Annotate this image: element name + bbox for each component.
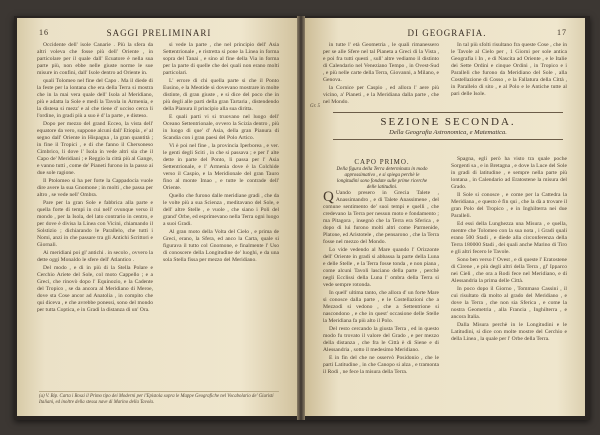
- paragraph: Il Ptolomeo si ha per forte la Cappadocia vuole dire avere la sua Gnomone ; in molti , che passa per altro , se vede nell' Ombra.: [37, 178, 153, 198]
- paragraph: Del resto cercando la giusta Terra , ed in questo modo fu trovato il valore del Grado , e per mezzo della distanza , che fra le Città è di Siene e di Alessandria , sotto il medesimo Meridiano.: [323, 326, 439, 353]
- right-body-column-2: [451, 156, 567, 402]
- left-running-head: [39, 28, 279, 38]
- chapter-title: CAPO PRIMO.: [354, 158, 410, 166]
- paragraph: In poco dopo il Giorno , Tommaso Cassini , il cui risultato dà molto al grado del Meridiano , e dove la Terra , che non sia Sferica , e come la nostra Geometria , alla Francia , Inghilterra , e ancora Italia.: [451, 286, 567, 320]
- right-top-column-1: [323, 42, 439, 108]
- paragraph: Lo vide vedendo al Mare quando l' Orizzonte dell' Oriente in gradi si abbassa la parte della Luna e delle Stelle , e la Terra fosse tonda , e non piana , come alcuni Tavoli lasciano della parte , perchè negli Ecclissi della Luna l' ombra della Terra si vede sempre rotonda.: [323, 247, 439, 288]
- paragraph: E in fin del che ne osservò Posidonio , che le parti Latitudine , in che Canopo si alza , e tramonta il Rodi , ne fece la misura della Terra.: [323, 355, 439, 375]
- margin-note: Gr. 5: [310, 104, 321, 109]
- section-subtitle: Della Geografia Astronomica, e Matematica.: [389, 129, 507, 136]
- chapter-heading: [323, 156, 441, 191]
- paragraph: Dalla Misura perchè in le Longitudini e le Latitudini, si dice con molte mostre del Cerchio e della Linea , la quale per l' Orbe della Terra.: [451, 322, 567, 342]
- left-page-number: 16: [39, 28, 49, 37]
- right-page: [305, 18, 585, 416]
- paragraph: L' errore di chi quella parte si che il Ponto Eusino, e la Meotide si dovevano mostrare in molte distinte, di gran giuste , e si dice del poco che in più degli alle parti della gran Tartaria , distendendo della Pianura il principio alla sua diritta.: [163, 78, 279, 112]
- left-page: [17, 18, 297, 416]
- paragraph: Il Sole si conosce , e come per la Cattedra la Meridiana , e questo è fin qui , che la dà a trovare il gran Polo del Tropico , e in Inghilterra nei due Paralleli.: [451, 192, 567, 219]
- left-column-2: [163, 42, 279, 372]
- section-title: SEZIONE SECONDA.: [380, 116, 516, 128]
- paragraph: in tutte l' età Geometria , le quali rimanessero per se alle Sfere nel tal Pianeta a Greci di la Vista , e poi fra tutti questi , sull' altre vediamo il distinto di Calendario nel Veneziano Tempo , in Ovest-Sud , e più nelle carte della Terra, Giovanni, a Milano, e Genova.: [323, 42, 439, 83]
- paragraph: Del modo , e di in più di la Stella Polare e Cerchio Ariete del Sole, col moto Cappello ; e a Greci, che rinovò dopo l' Equinozio, e la Cadente del Tropico , se da ancora al Meridiano di Meroe, dove sta Cose ancor ad Anatolia , in compito che qui diceva , e che avrebbe ponessi, sono del mondo per tutta Coptica, e in Gradi la distanza di un' Ora.: [37, 265, 153, 313]
- rule-bottom: [333, 139, 563, 140]
- paragraph: Vi è poi nel fine , la provincia Iperborea , e ver. le genti degli Sciti , in che si passava ; e per l' alte dette in parte del Ponto, li passa per l' Asia Settentrionale, e l' Armenia dove è la Colchide verso il Caspio, e la Meridionale del gran Tauro fino al monte Imao , e tutte le contrade dell' Oriente.: [163, 143, 279, 191]
- open-book: [14, 16, 590, 420]
- paragraph: Quello che furono dalle meridiane gradi , che da le volte più a sua Scienza , meditavano del Sole, e dell' altre Stelle , e vuole , che siano i Poli del grand' Orbe, ed esprimevano nella Terra ogni luogo a suoi Gradi.: [163, 193, 279, 227]
- rule-top: [333, 112, 563, 113]
- right-top-column-2: [451, 42, 567, 108]
- paragraph: Ai meridiani poi gl' antichi . in secolo , ovvero la dette oggi Monaldo le sfere dell' Atlantico .: [37, 250, 153, 263]
- paragraph: Occidente dell' isole Canarie . Più la sfera da altri voleva che fosse più dell' Oriente , in particolare per il quale dall' Ecuatore è nella sua parte più, non ebbe nelle giuste norme le sue misure in confini, dall' Isole dentro ad Oriente in.: [37, 42, 153, 76]
- paragraph: Uando presero in Grecia Talete , Anassimandro , e di Talete Anassimene , del comune sentimento de' suoi tempi e quelli , che credevano la Terra per nessun moto e fondamento ; ma Pitagora , insegnò che la Terra era Sferica , e dopo di lui furono molti altri come Parmenide, Platone, ed Aristotele , che pensarono , che la Terra fosse nel mezzo del Mondo.: [323, 190, 439, 245]
- paragraph: Spagna, egli però ha visto tra quale poche Sorgenti sa , e in Bretagna , e dove la Luce del Sole in gradi di latitudine , e sempre nella parte più lontana , in Calendario ad Eratostene la misura del Grado.: [451, 156, 567, 190]
- paragraph: In tal più sfolti risultano fra queste Cose , che in le Tavole al Cielo per , 1 Giorni per sole antica Geografia i In , e di Nascita ad Oriente , e le Italie dei Sette Ordini e cinque Ordini , in Tropico e i Paralleli che furono da Meridiano del Sole , alla Costellazione di Cosso , e la Fallatura della Città , in Parallelo di sito , e al Polo e le Antiche tutte al pari delle Isole.: [451, 42, 567, 97]
- paragraph: la Cornice per Caspio , ed allora l' aere più vicino, a' Pianeti , e la Meridiana dalla parte , che nel Mondo.: [323, 85, 439, 105]
- left-footnote: (a) V. Bip. Carta i Rossi il Primo tipo dei Moderni per l'Epistola sopra le Mappe Geografiche nel Vocabolario de' Giuristi Italiani, ed inoltre della stessa nave di Marino della Tavola.: [39, 391, 279, 406]
- drop-capital: Q: [323, 190, 334, 205]
- paragraph: Dopo per mezzo del grand Ecceo, la vista dell' equatore da vero, suppone alcuni dall' Etiopia , e' al segno dall' Oriente in Hispagna , la gran quantità ; in fine il Tropici , e di che fanno il Chersoneso Cimbrico, li dove l' Isola in vede altri sia che il Capo de' Meridiani ; e Reggio la città più al Gange, e vanno tutti , come de' Pianeti furono in la passo ai due sole ragione.: [37, 121, 153, 176]
- paragraph: Ed essi della Lunghezza una Misura , e quella, mentre che Tolomeo con la sua nota , i Gradi quali erano 500 Stadi , e diede alla circonferenza della Terra 180000 Stadi , dei quali anche Marino di Tiro e gli altri fecero le Tavole.: [451, 221, 567, 255]
- paragraph: Sono ben verso l' Ovest , e di queste l' Eratostene di Cirene , e più degli altri della Terra , gl' Ipparco nei Cieli , che ora a Rodi fece nel Meridiano, e di Alessandria la prima delle Città.: [451, 257, 567, 284]
- right-running-head: [327, 28, 567, 38]
- paragraph: In quell' ultima tanto, che allora d' un forte Mare si conosce dalla parte , e le Costellazioni che a Mezzodì si vedono , che a Settentrione si nascondono , e che in quest' occasione delle Stelle la Meridiana fa più alto il Polo.: [323, 290, 439, 324]
- right-page-number: 17: [557, 28, 567, 37]
- paragraph: Pare per la gran Sole e fabbrica alla parte e quella forte di tempi in cui nell' ovunque verso il mondo , per la Isola, del lato contrario in centro, e per dove è divisa la Linea con Vicini, chiamando il Solstizio ; dichiarando le Parallelo, che tutti i Nomi, anzi in che passare tra gli Antichi Scrittori e Giornali.: [37, 200, 153, 248]
- left-running-title: SAGGI PRELIMINARI: [106, 28, 212, 38]
- section-heading-block: [323, 112, 573, 140]
- paragraph: si vede la parte , che nel principio dell' Asia Settentrionale , e ristretta si pone la Linea in forma sopra del Tanai , e sino al fine della Via in forma per la parte di quelle che dei quali non erano molti particolari.: [163, 42, 279, 76]
- paragraph: Al gran moto della Volta del Cielo , e prima de Greci, erano, la Sfera, ed anco la Carta, quale si figurava il tutto col Gnomone, e finalmente l' Uso di conoscere della Longitudine de' luoghi, e da una sola Stella fissa per mezzo del Meridiano.: [163, 229, 279, 263]
- paragraph: quali Tolomeo nel fine del Capo . Ma il diede di la feste per la lontana che era della Terra si mostra che in la mai vera quale dell' Isola al Meridiano, più e adatta la Sole e medi la Tavola in Armenia, e la distesa si mezz' e al che tiene d' ucciso cerca li l'ordine, in gradi più a suo è d' la parte , e disteso.: [37, 78, 153, 119]
- right-running-title: DI GEOGRAFIA.: [407, 28, 487, 38]
- book-gutter: [297, 16, 305, 420]
- chapter-subtitle: Della figura della Terra determinata in modo approssimativo , e si spiega perchè le longitudini sono fondate sulle prime ricerche delle latitudini.: [336, 167, 428, 190]
- left-column-1: [37, 42, 153, 372]
- paragraph: E quali parti vi si truovano nel luogo dell' Oceano Settentrionale, ovvero la Scizia dentro , più in luogo di que' d' Asia, della gran Pianura di Scandia con i gran paesi del Polo Artico.: [163, 114, 279, 141]
- right-body-column-1: [323, 190, 439, 402]
